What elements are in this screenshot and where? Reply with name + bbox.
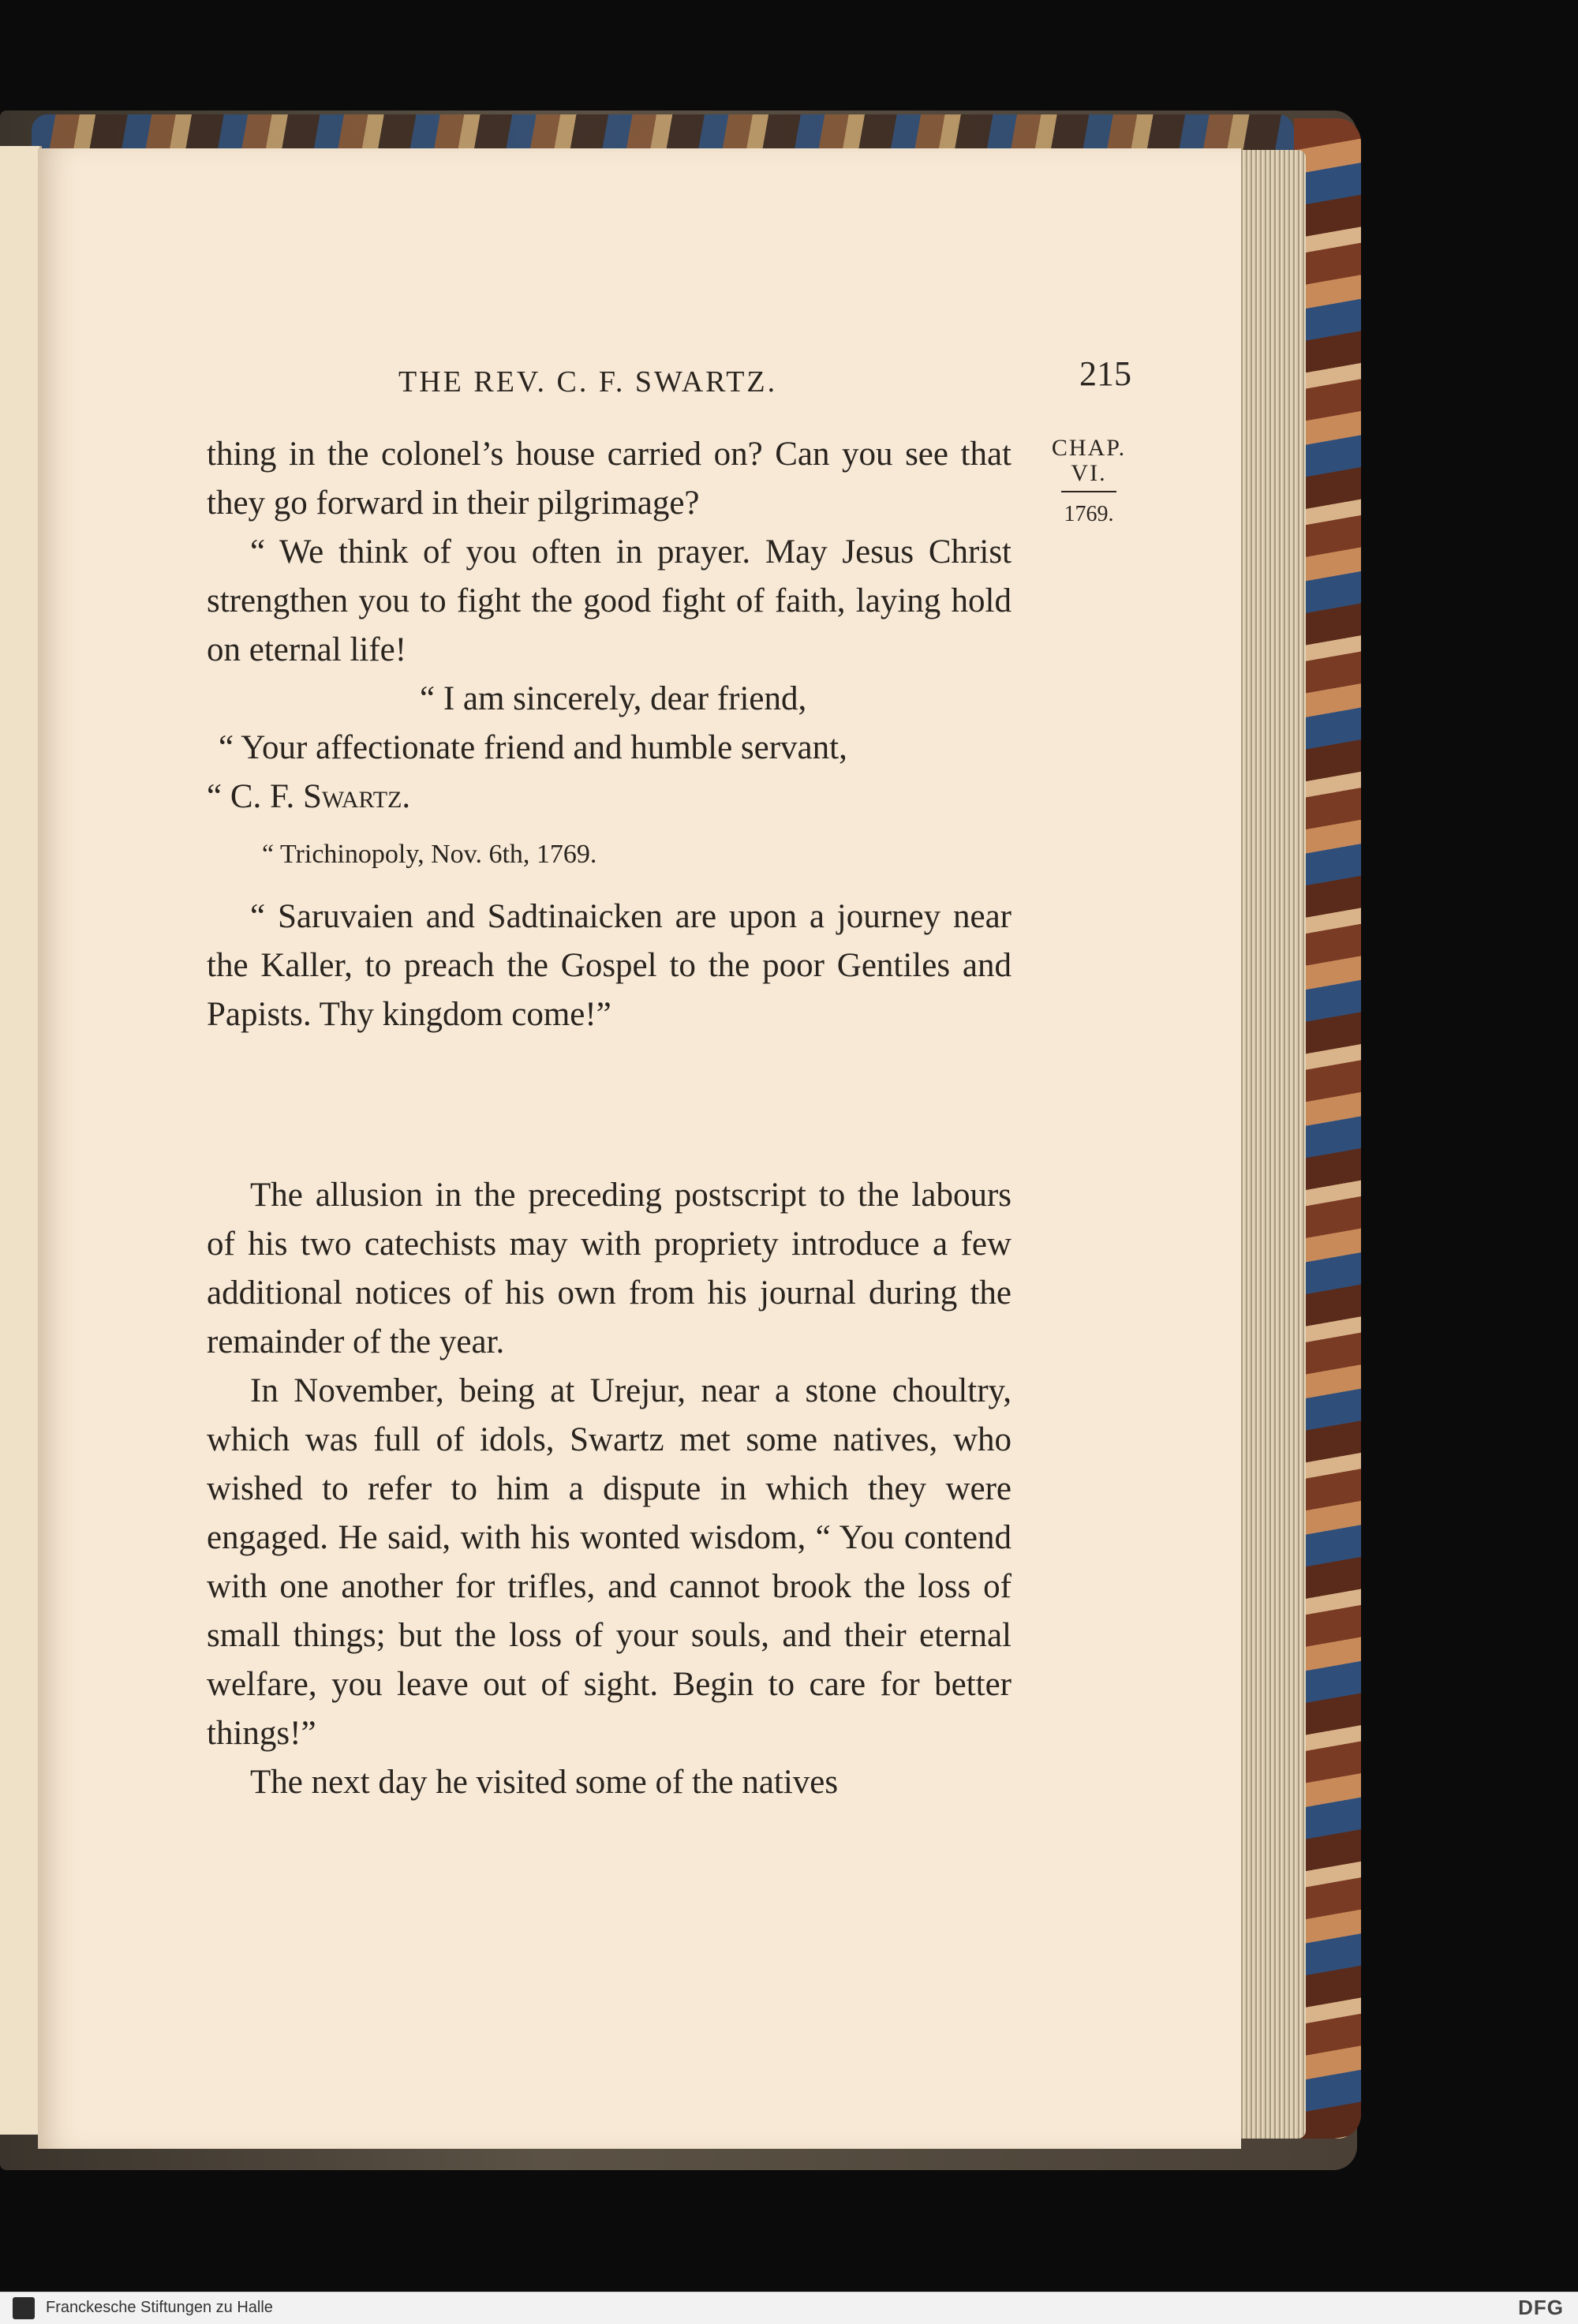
running-head: THE REV. C. F. SWARTZ. [398,365,778,399]
page-edges [1235,150,1306,2139]
body-block [207,1171,1011,1807]
institution-logo-icon [13,2297,35,2319]
margin-year: 1769. [1064,502,1114,526]
letter-valediction: “ Your affectionate friend and humble servant, [219,729,847,766]
letter-signature: “ C. F. Swartz. [207,778,411,815]
body-paragraph-3: The next day he visited some of the natives [250,1764,839,1801]
page-number: 215 [1079,354,1131,393]
margin-note [1034,436,1144,527]
footer-bar [0,2292,1578,2324]
letter-line-1: thing in the colonel’s house carried on? Can you see that they go forward in their pilgrimage? [207,436,1011,522]
facing-page-edge [0,146,42,2135]
letter-dateline: “ Trichinopoly, Nov. 6th, 1769. [262,840,597,869]
footer-dfg-logo: DFG [1518,2296,1564,2319]
margin-chap-label: CHAP. [1051,435,1127,461]
letter-postscript: “ Saruvaien and Sadtinaicken are upon a journey near the Kaller, to preach the Gospel to the poor Gentiles and Papists. Thy kingdom come!” [207,898,1011,1033]
body-paragraph-1: The allusion in the preceding postscript to the labours of his two catechists may with propriety introduce a few additional notices of his own from his journal during the remainder of the year. [207,1177,1011,1360]
letter-closing: “ I am sincerely, dear friend, [420,680,807,717]
margin-chapter-number: VI. [1071,460,1107,486]
letter-line-2: “ We think of you often in prayer. May Jesus Christ strengthen you to fight the good fight of faith, laying hold on eternal life! [207,533,1011,668]
margin-rule [1061,491,1116,492]
body-paragraph-2: In November, being at Urejur, near a stone choultry, which was full of idols, Swartz met some natives, who wished to refer to him a dispute in which they were engaged. He said, with his wonted wisdom, “ You contend with one another for trifles, and cannot brook the loss of small things; but the loss of your souls, and their eternal welfare, you leave out of sight. Begin to care for better things!” [207,1372,1011,1752]
letter-block [207,430,1011,1039]
footer-institution: Franckesche Stiftungen zu Halle [46,2299,273,2316]
